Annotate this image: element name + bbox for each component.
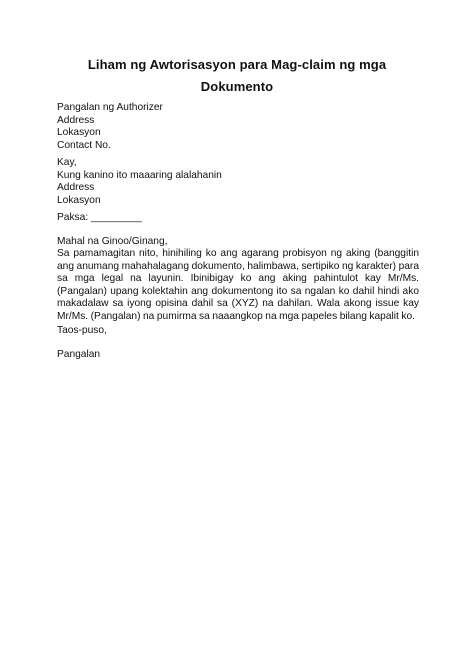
sender-contact: Contact No. xyxy=(57,139,111,151)
subject-line: Paksa: _________ xyxy=(57,212,142,223)
recipient-greeting: Kay, xyxy=(57,157,77,168)
signature-name: Pangalan xyxy=(57,349,101,360)
letter-title: Liham ng Awtorisasyon para Mag-claim ng mga Dokumento xyxy=(87,57,387,94)
sender-name: Pangalan ng Authorizer xyxy=(57,102,163,113)
recipient-address: Address xyxy=(57,182,95,194)
recipient-block xyxy=(57,157,419,207)
recipient-name: Kung kanino ito maaaring alalahanin xyxy=(57,169,222,181)
sender-address: Address xyxy=(57,114,95,126)
closing: Taos-puso, xyxy=(57,325,107,336)
salutation: Mahal na Ginoo/Ginang, xyxy=(57,236,168,247)
body-paragraph: Sa pamamagitan nito, hinihiling ko ang agarang probisyon ng aking (banggitin ang anumang mahahalagang dokumento, halimbawa, sertipiko ng karakter) para sa mga legal na layunin. Ibinibigay ko ang aking pahintulot kay Mr/Ms. (Pangalan) upang kolektahin ang dokumentong ito sa ngalan ko dahil hindi ako makadalaw sa iyong opisina dahil sa (XYZ) na dahilan. Wala akong issue kay Mr/Ms. (Pangalan) na pumirma sa naaangkop na mga papeles bilang kapalit ko. xyxy=(57,248,419,322)
sender-block xyxy=(57,102,419,152)
recipient-location: Lokasyon xyxy=(57,194,101,206)
sender-location: Lokasyon xyxy=(57,127,101,139)
